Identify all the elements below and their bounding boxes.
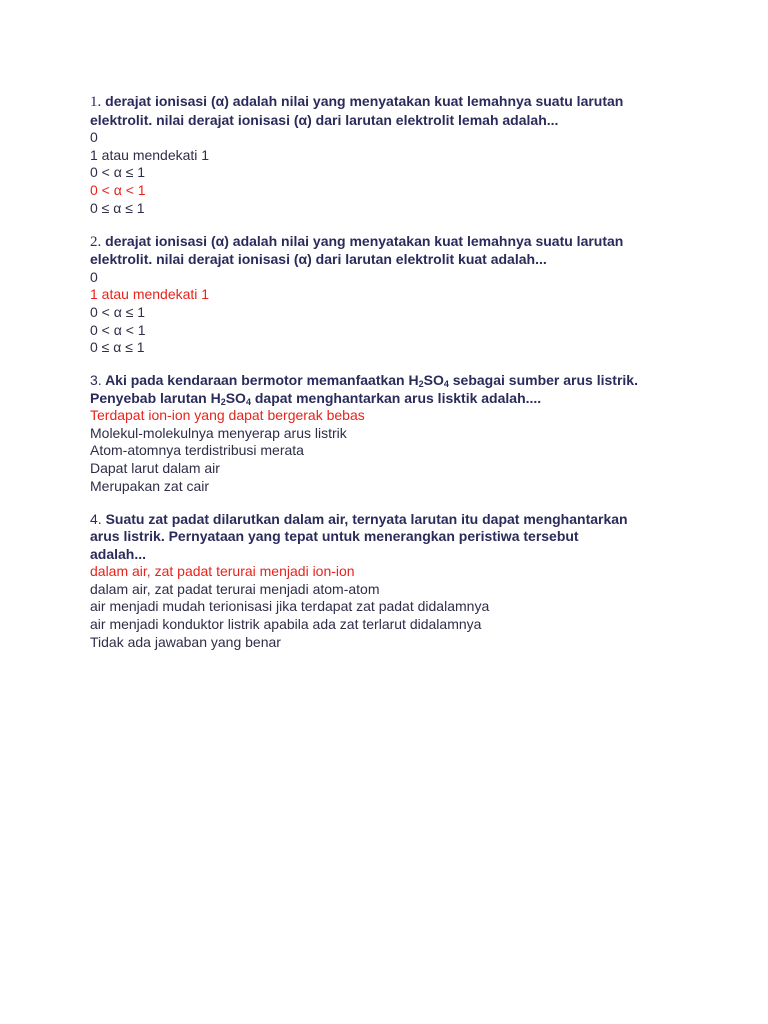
subscript: 4 xyxy=(443,379,449,390)
question-1 xyxy=(90,93,690,218)
question-text-line xyxy=(90,372,690,390)
answer-option: 0 xyxy=(90,129,98,145)
answer-option-correct: 1 atau mendekati 1 xyxy=(90,286,210,303)
question-text: Penyebab larutan H xyxy=(90,389,221,406)
question-number: 2. xyxy=(90,233,102,250)
question-text: SO xyxy=(225,389,246,406)
question-text-line xyxy=(90,528,690,546)
quiz-document xyxy=(90,93,690,667)
answer-option: 0 ≤ α ≤ 1 xyxy=(90,339,145,356)
question-text: adalah... xyxy=(90,545,147,562)
answer-option: dalam air, zat padat terurai menjadi atom-atom xyxy=(90,580,380,597)
question-number: 1. xyxy=(90,94,102,110)
question-text: dapat menghantarkan arus lisktik adalah.... xyxy=(250,389,542,406)
subscript: 2 xyxy=(418,379,424,390)
answer-option: 0 < α ≤ 1 xyxy=(90,164,146,181)
question-text-line xyxy=(90,233,690,252)
answer-option: 1 atau mendekati 1 xyxy=(90,146,210,163)
answer-option: Merupakan zat cair xyxy=(90,477,210,494)
question-text-line xyxy=(90,511,690,529)
answer-option: air menjadi konduktor listrik apabila ada zat terlarut didalamnya xyxy=(90,616,482,633)
answer-option: 0 < α < 1 xyxy=(90,321,146,338)
question-text: derajat ionisasi (α) adalah nilai yang menyatakan kuat lemahnya suatu larutan xyxy=(105,232,624,249)
answer-option-correct: Terdapat ion-ion yang dapat bergerak bebas xyxy=(90,407,365,424)
question-text-line xyxy=(90,112,690,130)
answer-option-correct: 0 < α < 1 xyxy=(90,182,146,199)
answer-option: 0 < α ≤ 1 xyxy=(90,303,146,320)
question-4 xyxy=(90,511,690,652)
question-text: elektrolit. nilai derajat ionisasi (α) dari larutan elektrolit kuat adalah... xyxy=(90,251,547,268)
answer-option: 0 xyxy=(90,268,98,285)
question-text: SO xyxy=(423,372,444,389)
question-number: 3. xyxy=(90,372,102,389)
answer-option: Molekul-molekulnya menyerap arus listrik xyxy=(90,424,347,441)
subscript: 4 xyxy=(245,396,251,407)
question-number: 4. xyxy=(90,510,102,527)
question-text-line xyxy=(90,546,690,564)
question-text-line xyxy=(90,251,690,269)
question-text-line xyxy=(90,93,690,112)
question-text: elektrolit. nilai derajat ionisasi (α) dari larutan elektrolit lemah adalah... xyxy=(90,111,559,128)
question-text: sebagai sumber arus listrik. xyxy=(448,372,638,389)
question-text: arus listrik. Pernyataan yang tepat untuk menerangkan peristiwa tersebut xyxy=(90,528,579,545)
question-text: derajat ionisasi (α) adalah nilai yang menyatakan kuat lemahnya suatu larutan xyxy=(105,93,624,109)
question-text: Suatu zat padat dilarutkan dalam air, ternyata larutan itu dapat menghantarkan xyxy=(105,510,628,527)
question-2 xyxy=(90,233,690,358)
subscript: 2 xyxy=(220,396,226,407)
question-text-line xyxy=(90,390,690,408)
question-text: Aki pada kendaraan bermotor memanfaatkan H xyxy=(105,372,419,389)
answer-option: 0 ≤ α ≤ 1 xyxy=(90,199,145,216)
answer-option: Atom-atomnya terdistribusi merata xyxy=(90,442,304,459)
answer-option: Tidak ada jawaban yang benar xyxy=(90,633,281,650)
answer-option: Dapat larut dalam air xyxy=(90,460,220,477)
answer-option: air menjadi mudah terionisasi jika terdapat zat padat didalamnya xyxy=(90,598,490,615)
answer-option-correct: dalam air, zat padat terurai menjadi ion-ion xyxy=(90,563,355,580)
question-3 xyxy=(90,372,690,496)
